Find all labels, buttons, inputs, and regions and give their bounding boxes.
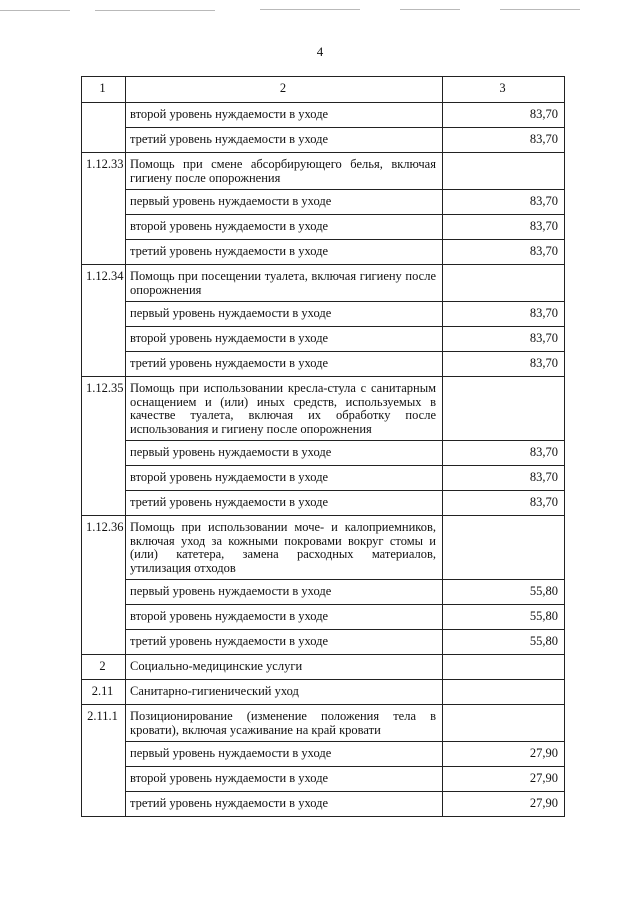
code-cell	[82, 605, 126, 630]
code-cell	[82, 302, 126, 327]
code-cell	[82, 441, 126, 466]
code-cell	[82, 792, 126, 817]
table-row	[82, 580, 565, 605]
code-cell	[82, 466, 126, 491]
service-level: второй уровень нуждаемости в уходе	[126, 103, 443, 128]
header-col-1: 1	[82, 77, 126, 103]
table-row	[82, 240, 565, 265]
price-cell	[443, 153, 565, 190]
table-row	[82, 327, 565, 352]
service-level: третий уровень нуждаемости в уходе	[126, 792, 443, 817]
table-row	[82, 742, 565, 767]
price-cell: 83,70	[443, 128, 565, 153]
price-cell: 83,70	[443, 352, 565, 377]
service-level: первый уровень нуждаемости в уходе	[126, 580, 443, 605]
service-level: второй уровень нуждаемости в уходе	[126, 767, 443, 792]
price-cell: 55,80	[443, 630, 565, 655]
header-col-2: 2	[126, 77, 443, 103]
scan-artifact-line	[500, 9, 580, 10]
service-level: первый уровень нуждаемости в уходе	[126, 190, 443, 215]
service-code: 1.12.34	[82, 265, 126, 302]
service-level: первый уровень нуждаемости в уходе	[126, 302, 443, 327]
price-cell: 83,70	[443, 491, 565, 516]
table-row	[82, 302, 565, 327]
price-cell: 55,80	[443, 605, 565, 630]
code-cell	[82, 580, 126, 605]
service-level: второй уровень нуждаемости в уходе	[126, 605, 443, 630]
code-cell	[82, 767, 126, 792]
scan-artifact-line	[0, 10, 70, 11]
table-row	[82, 215, 565, 240]
price-cell	[443, 705, 565, 742]
service-level: второй уровень нуждаемости в уходе	[126, 215, 443, 240]
price-cell: 83,70	[443, 103, 565, 128]
scan-artifact-line	[260, 9, 360, 10]
service-level: третий уровень нуждаемости в уходе	[126, 240, 443, 265]
price-cell: 83,70	[443, 190, 565, 215]
table-row	[82, 705, 565, 742]
price-cell: 27,90	[443, 742, 565, 767]
service-title: Помощь при использовании кресла-стула с санитарным оснащением и (или) иных средств, используемых в качестве туалета, включая их обработку после использования и гигиену после опорожнения	[126, 377, 443, 441]
section-code: 2	[82, 655, 126, 680]
header-col-3: 3	[443, 77, 565, 103]
code-cell	[82, 190, 126, 215]
service-title: Помощь при смене абсорбирующего белья, включая гигиену после опорожнения	[126, 153, 443, 190]
service-level: первый уровень нуждаемости в уходе	[126, 742, 443, 767]
page-number: 4	[316, 44, 324, 59]
service-level: второй уровень нуждаемости в уходе	[126, 466, 443, 491]
service-code: 1.12.36	[82, 516, 126, 580]
section-title: Санитарно-гигиенический уход	[126, 680, 443, 705]
service-code: 2.11.1	[82, 705, 126, 742]
section-row	[82, 680, 565, 705]
scan-artifact-line	[400, 9, 460, 10]
code-cell	[82, 352, 126, 377]
service-level: третий уровень нуждаемости в уходе	[126, 491, 443, 516]
service-code: 1.12.35	[82, 377, 126, 441]
code-cell	[82, 128, 126, 153]
table-row	[82, 441, 565, 466]
service-title: Помощь при использовании моче- и калоприемников, включая уход за кожными покровами вокруг стомы и (или) катетера, замена расходных материалов, утилизация отходов	[126, 516, 443, 580]
table-header-row	[82, 77, 565, 103]
code-cell	[82, 240, 126, 265]
section-code: 2.11	[82, 680, 126, 705]
service-level: третий уровень нуждаемости в уходе	[126, 630, 443, 655]
price-cell: 55,80	[443, 580, 565, 605]
code-cell	[82, 630, 126, 655]
price-cell	[443, 265, 565, 302]
scan-artifact-line	[95, 10, 215, 11]
section-title: Социально-медицинские услуги	[126, 655, 443, 680]
table-row	[82, 491, 565, 516]
table-row	[82, 630, 565, 655]
table-row	[82, 153, 565, 190]
table-row	[82, 128, 565, 153]
code-cell	[82, 215, 126, 240]
price-cell	[443, 377, 565, 441]
service-level: первый уровень нуждаемости в уходе	[126, 441, 443, 466]
price-cell: 83,70	[443, 466, 565, 491]
price-cell: 83,70	[443, 302, 565, 327]
service-level: третий уровень нуждаемости в уходе	[126, 352, 443, 377]
price-cell: 83,70	[443, 215, 565, 240]
service-title: Помощь при посещении туалета, включая гигиену после опорожнения	[126, 265, 443, 302]
price-cell	[443, 516, 565, 580]
code-cell	[82, 742, 126, 767]
table-row	[82, 377, 565, 441]
table-row	[82, 466, 565, 491]
table-row	[82, 190, 565, 215]
table-row	[82, 767, 565, 792]
table-row	[82, 516, 565, 580]
table-row	[82, 792, 565, 817]
price-cell: 27,90	[443, 792, 565, 817]
table-row	[82, 103, 565, 128]
table-row	[82, 605, 565, 630]
service-level: второй уровень нуждаемости в уходе	[126, 327, 443, 352]
service-level: третий уровень нуждаемости в уходе	[126, 128, 443, 153]
section-row	[82, 655, 565, 680]
price-cell: 83,70	[443, 240, 565, 265]
table-row	[82, 352, 565, 377]
price-cell: 27,90	[443, 767, 565, 792]
service-title: Позиционирование (изменение положения тела в кровати), включая усаживание на край кровати	[126, 705, 443, 742]
price-cell	[443, 655, 565, 680]
price-cell: 83,70	[443, 327, 565, 352]
service-code: 1.12.33	[82, 153, 126, 190]
code-cell	[82, 491, 126, 516]
price-table	[81, 76, 565, 817]
code-cell	[82, 327, 126, 352]
price-cell	[443, 680, 565, 705]
price-cell: 83,70	[443, 441, 565, 466]
code-cell	[82, 103, 126, 128]
table-row	[82, 265, 565, 302]
